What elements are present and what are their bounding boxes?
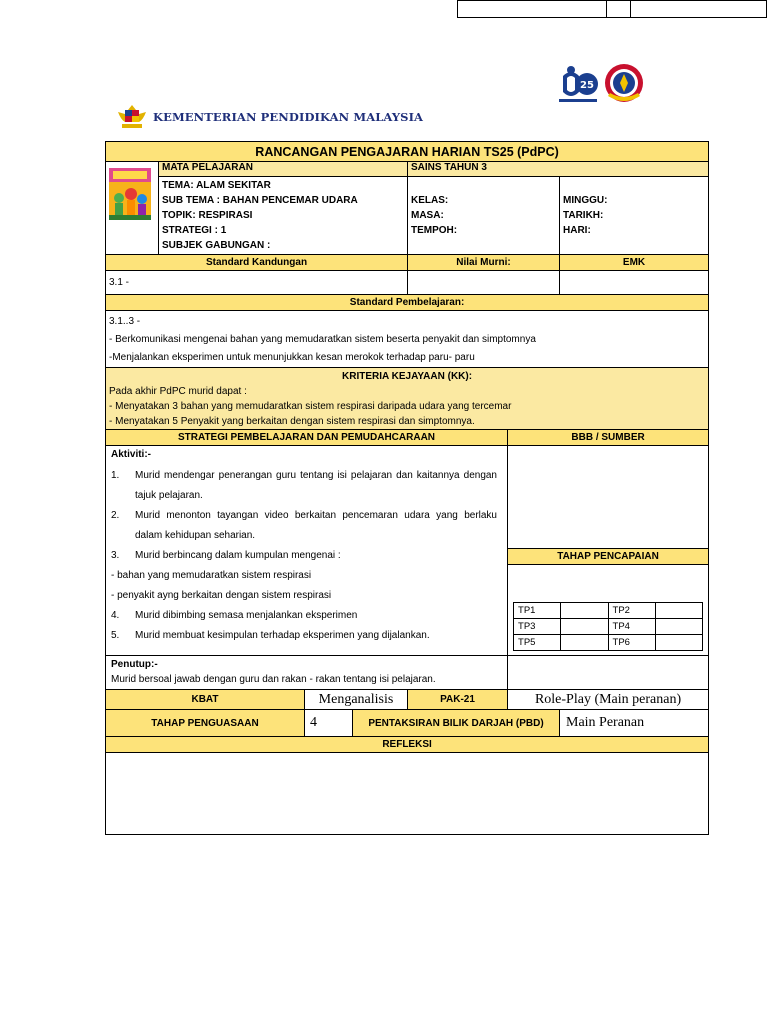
kk-line: Pada akhir PdPC murid dapat :: [109, 386, 247, 397]
sp-line: -Menjalankan eksperimen untuk menunjukkan kesan merokok terhadap paru- paru: [109, 352, 475, 363]
crest-icon: [117, 104, 147, 130]
penutup-right: [508, 656, 709, 690]
list-item: 2. Murid menonton tayangan video berkaitan pencemaran udara yang berlaku dalam kehidupan seharian.: [111, 510, 497, 541]
bbb-value: [508, 446, 709, 549]
tp-cell: TP2: [608, 603, 655, 619]
subject-value: SAINS TAHUN 3: [408, 162, 709, 177]
kbat-label: KBAT: [106, 690, 305, 710]
tp-cell: TP4: [608, 619, 655, 635]
ts25-logo-text: 25: [580, 80, 594, 91]
hari-label: HARI:: [563, 225, 591, 236]
steps-list-2: [111, 606, 501, 646]
list-item: 1. Murid mendengar penerangan guru tentang isi pelajaran dan kaitannya dengan tajuk pelajaran.: [111, 470, 497, 501]
nilai-murni-header: Nilai Murni:: [408, 255, 560, 271]
penutup-text: Murid bersoal jawab dengan guru dan rakan - rakan tentang isi pelajaran.: [111, 674, 436, 685]
tahap-pencapaian-cell: [508, 565, 709, 656]
kk-line: - Menyatakan 3 bahan yang memudaratkan sistem respirasi daripada udara yang tercemar: [109, 401, 512, 412]
emk-header: EMK: [560, 255, 709, 271]
sp-line: 3.1..3 -: [109, 316, 141, 327]
standard-kandungan-header: Standard Kandungan: [106, 255, 408, 271]
strategi-header: STRATEGI PEMBELAJARAN DAN PEMUDAHCARAAN: [106, 430, 508, 446]
ts25-logo-icon: [557, 62, 599, 104]
tema: TEMA: ALAM SEKITAR: [162, 180, 271, 191]
kk-header: KRITERIA KEJAYAAN (KK):: [342, 371, 473, 382]
bbb-header: BBB / SUMBER: [508, 430, 709, 446]
list-item: 3. Murid berbincang dalam kumpulan mengenai :: [111, 550, 341, 561]
aktiviti-cell: [106, 446, 508, 656]
kbat-value: Menganalisis: [305, 690, 408, 710]
refleksi-body: [106, 753, 709, 835]
school-logo-icon: [604, 62, 644, 104]
subjek-gabungan: SUBJEK GABUNGAN :: [162, 240, 271, 251]
top-right-box: [457, 0, 767, 18]
list-item: 4. Murid dibimbing semasa menjalankan eksperimen: [111, 610, 358, 621]
penutup-cell: [106, 656, 508, 690]
standard-pembelajaran-header: Standard Pembelajaran:: [106, 295, 709, 311]
strategi: STRATEGI : 1: [162, 225, 227, 236]
tp-table: [513, 602, 703, 651]
ministry-title: KEMENTERIAN PENDIDIKAN MALAYSIA: [153, 110, 424, 124]
emk-value: [560, 271, 709, 295]
nilai-murni-value: [408, 271, 560, 295]
textbook-cell: [106, 162, 159, 255]
sub-point: - bahan yang memudaratkan sistem respirasi: [111, 570, 312, 581]
tempoh-label: TEMPOH:: [411, 225, 458, 236]
sp-line: - Berkomunikasi mengenai bahan yang memudaratkan sistem beserta penyakit dan simptomnya: [109, 334, 536, 345]
tarikh-label: TARIKH:: [563, 210, 604, 221]
plan-title: RANCANGAN PENGAJARAN HARIAN TS25 (PdPC): [106, 142, 709, 162]
kriteria-kejayaan: [106, 368, 709, 430]
tp-cell: TP6: [608, 635, 655, 651]
lesson-plan-table: [105, 141, 709, 835]
penutup-label: Penutup:-: [111, 659, 158, 670]
list-item: 5. Murid membuat kesimpulan terhadap eksperimen yang dijalankan.: [111, 630, 430, 641]
refleksi-header: REFLEKSI: [106, 737, 709, 753]
minggu-label: MINGGU:: [563, 195, 608, 206]
sub-point: - penyakit ayng berkaitan dengan sistem respirasi: [111, 590, 332, 601]
kelas-label: KELAS:: [411, 195, 449, 206]
tahap-penguasaan-value: 4: [305, 710, 353, 737]
topik: TOPIK: RESPIRASI: [162, 210, 253, 221]
kk-line: - Menyatakan 5 Penyakit yang berkaitan dengan sistem respirasi dan simptomnya.: [109, 416, 475, 427]
tahap-pencapaian-header: TAHAP PENCAPAIAN: [508, 549, 709, 565]
ministry-header: [117, 104, 423, 130]
tahap-penguasaan-label: TAHAP PENGUASAAN: [106, 710, 305, 737]
tp-cell: TP5: [514, 635, 561, 651]
steps-list: [111, 466, 501, 566]
standard-kandungan-value: 3.1 -: [106, 271, 408, 295]
aktiviti-label: Aktiviti:-: [111, 449, 151, 460]
standard-pembelajaran-body: [106, 311, 709, 368]
sub-tema: SUB TEMA : BAHAN PENCEMAR UDARA: [162, 195, 358, 206]
textbook-cover-icon: [109, 168, 151, 220]
pbd-label: PENTAKSIRAN BILIK DARJAH (PBD): [353, 710, 560, 737]
tp-cell: TP1: [514, 603, 561, 619]
subject-label: MATA PELAJARAN: [159, 162, 408, 177]
tp-cell: TP3: [514, 619, 561, 635]
pbd-value: Main Peranan: [560, 710, 709, 737]
pak21-label: PAK-21: [408, 690, 508, 710]
pak21-value: Role-Play (Main peranan): [508, 690, 709, 710]
masa-label: MASA:: [411, 210, 444, 221]
